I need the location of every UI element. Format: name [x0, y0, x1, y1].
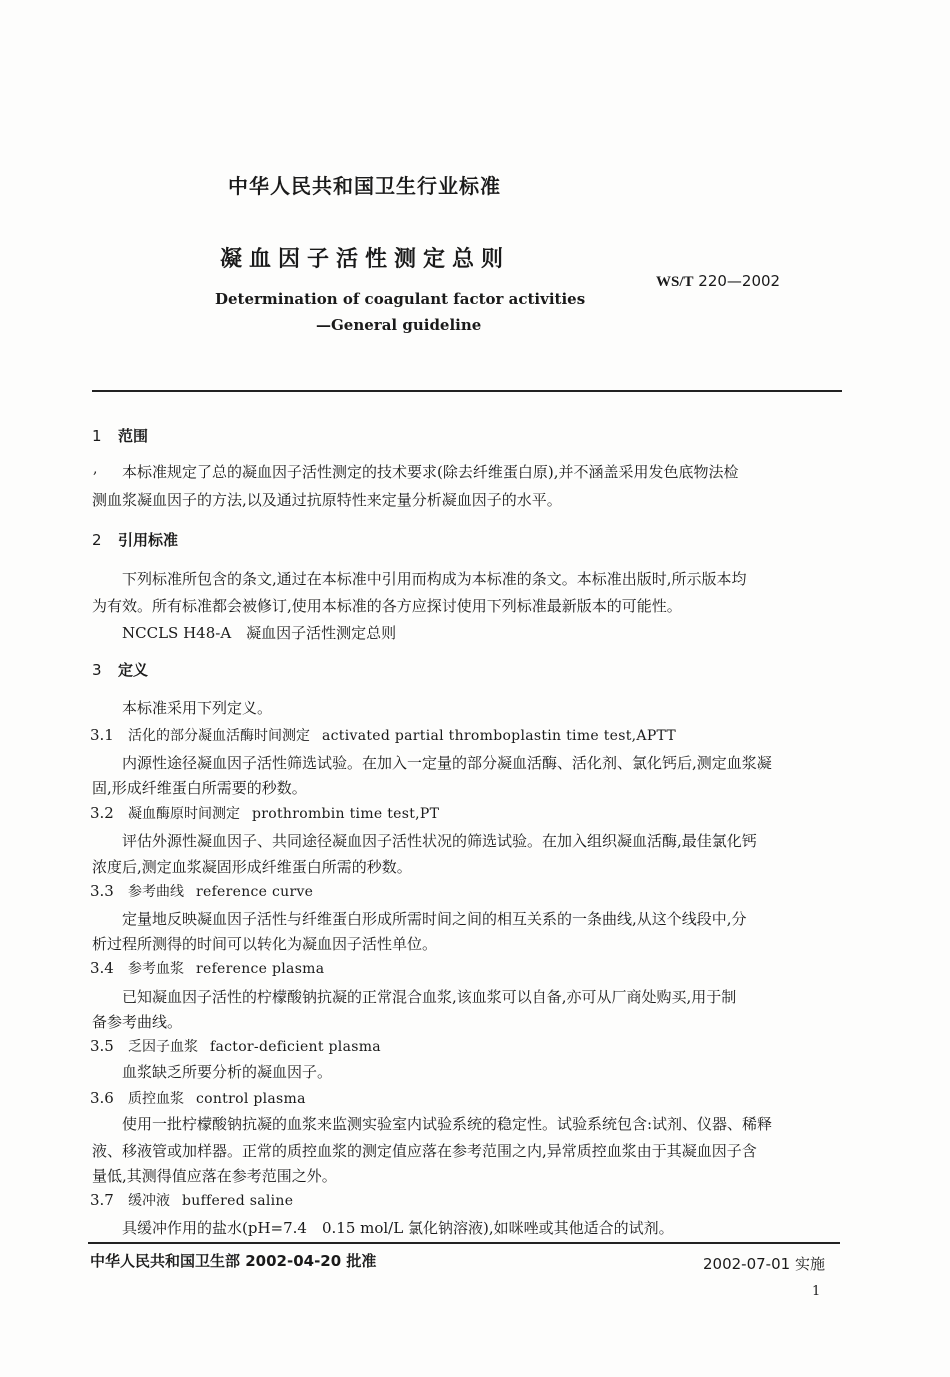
definition-line: 量低,其测得值应落在参考范围之外。: [92, 1167, 337, 1185]
section-1-heading: [92, 425, 148, 446]
document-title-en-line1: Determination of coagulant factor activities: [215, 290, 586, 308]
term-en: prothrombin time test,PT: [252, 806, 440, 822]
term-cn: 缓冲液: [128, 1193, 170, 1209]
definition-line: 使用一批柠檬酸钠抗凝的血浆来监测实验室内试验系统的稳定性。试验系统包含:试剂、仪器、稀释: [122, 1115, 773, 1133]
paragraph-line: 为有效。所有标准都会被修订,使用本标准的各方应探讨使用下列标准最新版本的可能性。: [92, 597, 682, 615]
term-number: 3.6: [90, 1089, 114, 1107]
term-3-1: [90, 725, 676, 745]
term-cn: 凝血酶原时间测定: [128, 806, 240, 822]
term-en: control plasma: [196, 1091, 306, 1107]
term-en: reference curve: [196, 884, 314, 900]
section-2-heading: [92, 529, 178, 550]
definition-line: 血浆缺乏所要分析的凝血因子。: [122, 1063, 333, 1081]
definition-line: 定量地反映凝血因子活性与纤维蛋白形成所需时间之间的相互关系的一条曲线,从这个线段中,分: [122, 910, 747, 928]
page-number: 1: [812, 1284, 821, 1299]
term-3-4: [90, 958, 324, 978]
term-en: buffered saline: [182, 1193, 294, 1209]
approval-line: 中华人民共和国卫生部 2002-04-20 批准: [90, 1252, 377, 1270]
term-number: 3.1: [90, 726, 114, 744]
term-3-6: [90, 1088, 306, 1108]
term-number: 3.3: [90, 882, 114, 900]
term-3-2: [90, 803, 439, 823]
term-cn: 乏因子血浆: [128, 1039, 198, 1055]
definition-line: 已知凝血因子活性的柠檬酸钠抗凝的正常混合血浆,该血浆可以自备,亦可从厂商处购买,用于制: [122, 988, 737, 1006]
term-cn: 参考曲线: [128, 884, 184, 900]
paragraph-line: 本标准采用下列定义。: [122, 699, 273, 717]
definition-line: 内源性途径凝血因子活性筛选试验。在加入一定量的部分凝血活酶、活化剂、氯化钙后,测定血浆凝: [122, 754, 772, 772]
term-cn: 活化的部分凝血活酶时间测定: [128, 728, 310, 744]
issuing-authority-heading: 中华人民共和国卫生行业标准: [228, 174, 501, 198]
section-title: 定义: [118, 661, 149, 679]
definition-line: 备参考曲线。: [92, 1013, 183, 1031]
term-en: factor-deficient plasma: [210, 1039, 381, 1055]
section-title: 引用标准: [118, 531, 179, 549]
paragraph-line: 下列标准所包含的条文,通过在本标准中引用而构成为本标准的条文。本标准出版时,所示版本均: [122, 570, 747, 588]
term-number: 3.7: [90, 1191, 114, 1209]
definition-line: 液、移液管或加样器。正常的质控血浆的测定值应落在参考范围之内,异常质控血浆由于其凝血因子含: [92, 1142, 757, 1160]
definition-line: 评估外源性凝血因子、共同途径凝血因子活性状况的筛选试验。在加入组织凝血活酶,最佳氯化钙: [122, 832, 757, 850]
definition-line: 浓度后,测定血浆凝固形成纤维蛋白所需的秒数。: [92, 858, 412, 876]
footer-divider: [88, 1242, 840, 1244]
document-title-en-line2: —General guideline: [316, 316, 482, 334]
margin-mark: ,: [93, 461, 98, 477]
section-number: 1: [92, 427, 102, 445]
definition-line: 析过程所测得的时间可以转化为凝血因子活性单位。: [92, 935, 438, 953]
standard-code: [656, 272, 780, 291]
effective-date: 2002-07-01 实施: [703, 1255, 825, 1273]
term-cn: 参考血浆: [128, 961, 184, 977]
standard-code-prefix: WS/T: [656, 274, 694, 290]
term-3-7: [90, 1190, 293, 1210]
term-number: 3.4: [90, 959, 114, 977]
paragraph-line: 测血浆凝血因子的方法,以及通过抗原特性来定量分析凝血因子的水平。: [92, 491, 562, 509]
section-number: 2: [92, 531, 102, 549]
term-number: 3.2: [90, 804, 114, 822]
definition-line: 具缓冲作用的盐水(pH=7.4 0.15 mol/L 氯化钠溶液),如咪唑或其他适合的试剂。: [122, 1219, 674, 1237]
term-3-3: [90, 881, 313, 901]
term-en: reference plasma: [196, 961, 325, 977]
section-3-heading: [92, 659, 148, 680]
term-3-5: [90, 1036, 381, 1056]
section-number: 3: [92, 661, 102, 679]
definition-line: 固,形成纤维蛋白所需要的秒数。: [92, 779, 307, 797]
document-title-cn: 凝血因子活性测定总则: [220, 247, 511, 272]
term-cn: 质控血浆: [128, 1091, 184, 1107]
term-en: activated partial thromboplastin time test,APTT: [322, 728, 677, 744]
term-number: 3.5: [90, 1037, 114, 1055]
paragraph-line: 本标准规定了总的凝血因子活性测定的技术要求(除去纤维蛋白原),并不涵盖采用发色底物法检: [122, 463, 739, 481]
standard-code-number: 220—2002: [698, 272, 781, 290]
section-title: 范围: [118, 427, 149, 445]
normative-reference: NCCLS H48-A 凝血因子活性测定总则: [122, 624, 397, 642]
header-divider: [92, 390, 842, 392]
